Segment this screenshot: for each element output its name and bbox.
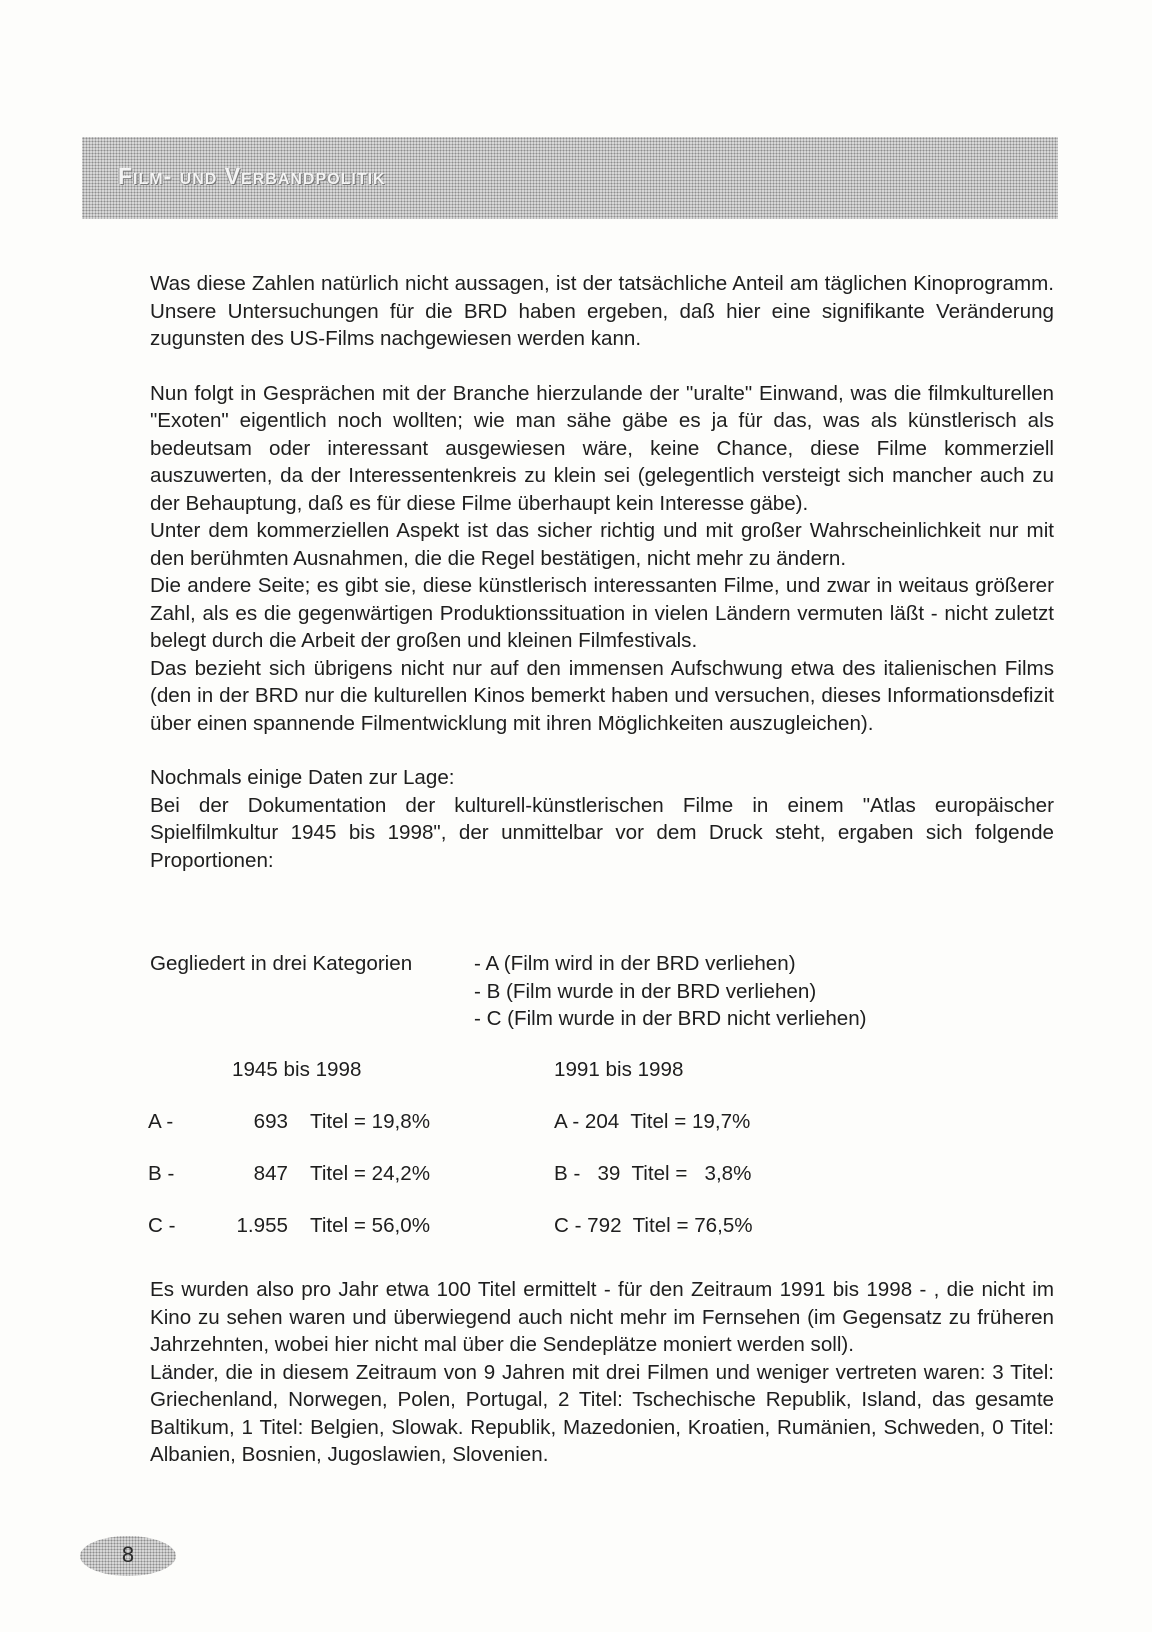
- page-number-badge: [80, 1536, 176, 1576]
- paragraph: Nochmals einige Daten zur Lage:: [150, 766, 455, 789]
- row-period2: B - 39 Titel = 3,8%: [554, 1162, 752, 1185]
- paragraph: Länder, die in diesem Zeitraum von 9 Jahren mit drei Filmen und weniger vertreten waren: 3 Titel: Griechenland, Norwegen, Polen, Portugal, 2 Titel: Tschechische Republik, Island, das gesamte Baltikum, 1 Titel: Belgien, Slowak. Republik, Mazedonien, Kroatien, Rumänien, Schweden, 0 Titel: Albanien, Bosnien, Jugoslawien, Slovenien.: [150, 1360, 1054, 1466]
- row-share: Titel = 24,2%: [310, 1162, 431, 1185]
- body-text-top: [150, 270, 1054, 874]
- row-count: 1.955: [236, 1214, 288, 1237]
- row-label: C -: [148, 1214, 176, 1237]
- page-number: 8: [121, 1542, 135, 1567]
- paragraph: Bei der Dokumentation der kulturell-künstlerischen Filme in einem "Atlas europäischer Spielfilmkultur 1945 bis 1998", der unmittelbar vor dem Druck steht, ergaben sich folgende Proportionen:: [150, 793, 1054, 872]
- row-share: Titel = 19,8%: [310, 1110, 431, 1133]
- row-label: B -: [148, 1162, 175, 1185]
- paragraph: Was diese Zahlen natürlich nicht aussagen, ist der tatsächliche Anteil am täglichen Kinoprogramm. Unsere Untersuchungen für die BRD haben ergeben, daß hier eine signifikante Veränderung zugunsten des US-Films nachgewiesen werden kann.: [150, 272, 1054, 350]
- section-title: Film- und Verbandpolitik: [118, 163, 386, 189]
- row-count: 693: [253, 1110, 288, 1133]
- category-item-b: - B (Film wurde in der BRD verliehen): [474, 979, 817, 1003]
- category-intro: Gegliedert in drei Kategorien: [150, 952, 413, 975]
- paragraph: Das bezieht sich übrigens nicht nur auf den immensen Aufschwung etwa des italienischen Films (den in der BRD nur die kulturellen Kinos bemerkt haben und versuchen, dieses Informationsdefizit über einen spannende Filmentwicklung mit ihren Möglichkeiten auszugleichen).: [150, 656, 1054, 735]
- row-share: Titel = 56,0%: [310, 1214, 431, 1237]
- section-header-band: [82, 137, 1058, 219]
- paragraph: Es wurden also pro Jahr etwa 100 Titel ermittelt - für den Zeitraum 1991 bis 1998 - , die nicht im Kino zu sehen waren und überwiegend auch nicht mehr im Fernsehen (im Gegensatz zu früheren Jahrzehnten, wobei hier nicht mal über die Sendeplätze moniert werden soll).: [150, 1278, 1054, 1356]
- paragraph: Die andere Seite; es gibt sie, diese künstlerisch interessanten Filme, und zwar in weitaus größerer Zahl, als es die gegenwärtigen Produktionssituation in vielen Ländern vermuten läßt - nicht zuletzt belegt durch die Arbeit der großen und kleinen Filmfestivals.: [150, 574, 1054, 652]
- category-items: [474, 950, 867, 1033]
- category-item-c: - C (Film wurde in der BRD nicht verliehen): [474, 1007, 867, 1030]
- paragraph: Nun folgt in Gesprächen mit der Branche hierzulande der "uralte" Einwand, was die filmkulturellen "Exoten" eigentlich noch wollten; wie man sähe gäbe es ja für das, was als künstlerisch als bedeutsam oder interessant ausgewiesen wäre, keine Chance, diese Filme kommerziell auszuwerten, da der Interessentenkreis zu klein sei (gelegentlich versteigt sich mancher auch zu der Behauptung, daß es für diese Filme überhaupt kein Interesse gäbe).: [150, 381, 1054, 515]
- row-count: 847: [253, 1162, 288, 1185]
- period1-header: 1945 bis 1998: [232, 1058, 362, 1081]
- period2-header: 1991 bis 1998: [554, 1058, 684, 1081]
- row-period2: C - 792 Titel = 76,5%: [554, 1214, 753, 1237]
- category-item-a: - A (Film wird in der BRD verliehen): [474, 952, 796, 975]
- row-period2: A - 204 Titel = 19,7%: [554, 1110, 751, 1133]
- body-text-bottom: [150, 1276, 1054, 1469]
- row-label: A -: [148, 1110, 174, 1133]
- paragraph: Unter dem kommerziellen Aspekt ist das sicher richtig und mit großer Wahrscheinlichkeit nur mit den berühmten Ausnahmen, die die Regel bestätigen, nicht mehr zu ändern.: [150, 519, 1054, 570]
